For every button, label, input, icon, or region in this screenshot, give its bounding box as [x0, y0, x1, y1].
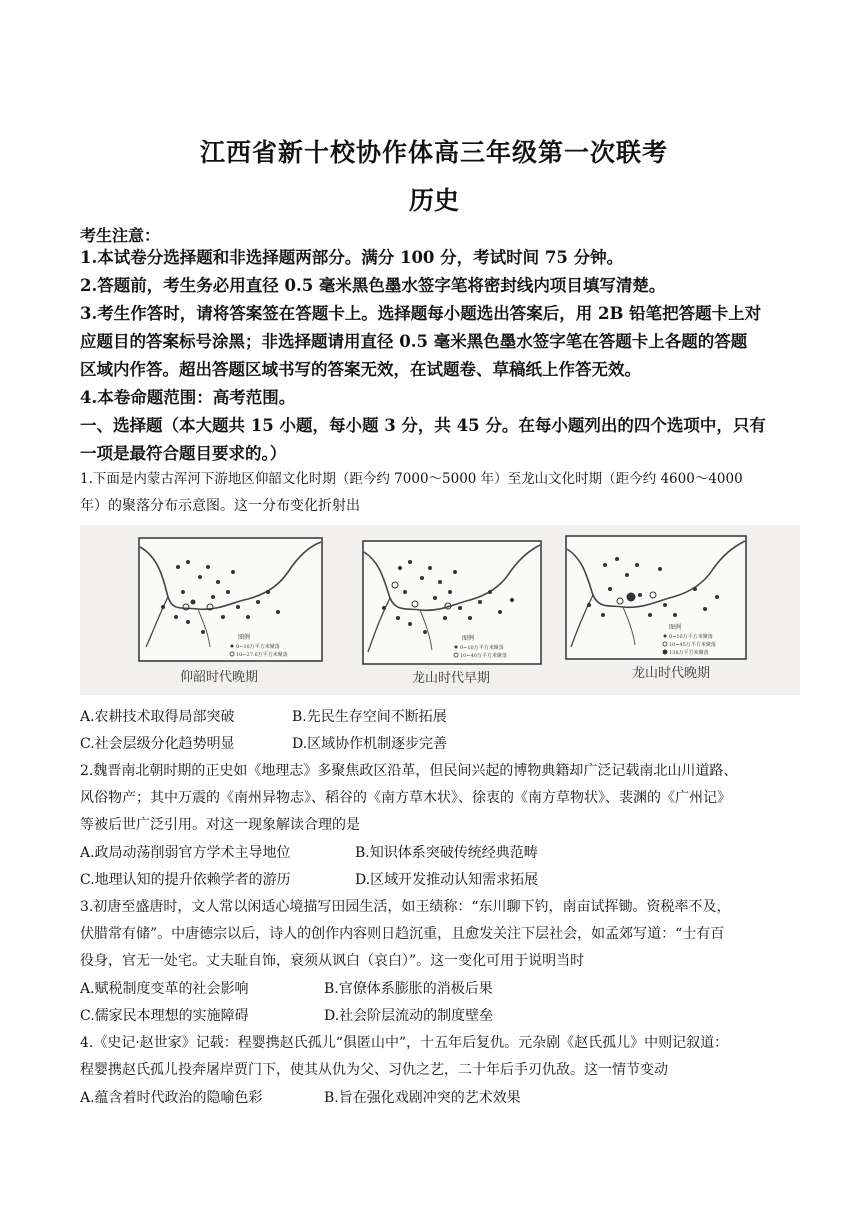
notice-item-3-cont: 应题目的答案标号涂黑；非选择题请用直径 0.5 毫米黑色墨水签字笔在答题卡上各题的答题	[80, 332, 748, 351]
q3-option-c[interactable]: C.儒家民本理想的实施障碍	[80, 1008, 249, 1024]
map1-legend-title: 图例	[238, 634, 251, 641]
q2-option-c[interactable]: C.地理认知的提升依赖学者的游历	[80, 872, 291, 888]
notice-heading: 考生注意：	[80, 226, 161, 245]
notice-item-2: 2.答题前，考生务必用直径 0.5 毫米黑色墨水签字笔将密封线内项目填写清楚。	[80, 276, 666, 295]
q1-option-d[interactable]: D.区域协作机制逐步完善	[292, 736, 448, 752]
q1-stem-line2: 年）的聚落分布示意图。这一分布变化折射出	[80, 498, 360, 514]
map3-legend-1: 0~10万平方米聚落	[669, 634, 713, 640]
map1-legend-1: 0~10万平方米聚落	[236, 644, 280, 650]
q2-option-d[interactable]: D.区域开发推动认知需求拓展	[355, 872, 539, 888]
map1-caption: 仰韶时代晚期	[180, 670, 259, 685]
q1-option-a[interactable]: A.农耕技术取得局部突破	[80, 709, 235, 725]
map-longshan-late	[565, 535, 747, 660]
q4-stem-line2: 程婴携赵氏孤儿投奔屠岸贾门下，使其从仇为父、习仇之艺，二十年后手刃仇敌。这一情节变动	[80, 1062, 668, 1078]
q1-option-c[interactable]: C.社会层级分化趋势明显	[80, 736, 235, 752]
settlement-map-figure	[80, 525, 800, 695]
q2-stem-line3: 等被后世广泛引用。对这一现象解读合理的是	[80, 817, 360, 833]
map-longshan-early	[362, 540, 542, 665]
notice-item-1: 1.本试卷分选择题和非选择题两部分。满分 100 分，考试时间 75 分钟。	[80, 248, 624, 267]
map2-legend-title: 图例	[462, 635, 475, 642]
map2-legend-1: 0~10万平方米聚落	[460, 645, 504, 651]
q3-stem-line1: 3.初唐至盛唐时，文人常以闲适心境描写田园生活，如王绩称：“东川聊下钓，南亩试挥锄。资税率不及，	[80, 899, 731, 915]
map2-caption: 龙山时代早期	[412, 671, 491, 686]
q2-stem-line1: 2.魏晋南北朝时期的正史如《地理志》多聚焦政区沿革，但民间兴起的博物典籍却广泛记载南北山川道路、	[80, 763, 738, 779]
section-heading: 一、选择题（本大题共 15 小题，每小题 3 分，共 45 分。在每小题列出的四个选项中，只有	[80, 416, 766, 435]
q3-stem-line3: 役身，官无一处宅。丈夫耻自饰，衰须从讽白（哀白）”。这一变化可用于说明当时	[80, 953, 585, 969]
map-yangshao-late	[138, 537, 323, 662]
q2-option-b[interactable]: B.知识体系突破传统经典范畴	[355, 845, 538, 861]
q3-option-d[interactable]: D.社会阶层流动的制度壁垒	[324, 1008, 494, 1024]
q2-option-a[interactable]: A.政局动荡削弱官方学术主导地位	[80, 845, 291, 861]
q1-option-b[interactable]: B.先民生存空间不断拓展	[292, 709, 447, 725]
map3-legend-title: 图例	[669, 624, 682, 631]
q4-option-b[interactable]: B.旨在强化戏剧冲突的艺术效果	[324, 1090, 521, 1106]
q2-stem-line2: 风俗物产；其中万震的《南州异物志》、稻谷的《南方草木状》、徐衷的《南方草物状》、裴渊的《广州记》	[80, 790, 731, 806]
q3-stem-line2: 伏腊常有储”。中唐德宗以后，诗人的创作内容则日趋沉重，且愈发关注下层社会，如孟郊写道：“士有百	[80, 926, 725, 942]
q3-option-b[interactable]: B.官僚体系膨胀的消极后果	[324, 981, 493, 997]
q4-stem-line1: 4.《史记·赵世家》记载：程婴携赵氏孤儿“俱匿山中”，十五年后复仇。元杂剧《赵氏孤儿》中则记叙道：	[80, 1035, 729, 1051]
exam-title: 江西省新十校协作体高三年级第一次联考	[199, 138, 668, 167]
map3-caption: 龙山时代晚期	[632, 666, 711, 681]
map3-legend-3: 138万平方米聚落	[669, 650, 709, 656]
notice-item-3-cont2: 区域内作答。超出答题区域书写的答案无效，在试题卷、草稿纸上作答无效。	[80, 360, 641, 379]
notice-item-3: 3.考生作答时，请将答案签在答题卡上。选择题每小题选出答案后，用 2B 铅笔把答题卡上对	[80, 304, 762, 323]
map1-legend-2: 10~27.6万平方米聚落	[236, 652, 288, 658]
subject-title: 历史	[408, 186, 459, 215]
q3-option-a[interactable]: A.赋税制度变革的社会影响	[80, 981, 249, 997]
map2-legend-2: 10~40万平方米聚落	[460, 653, 507, 659]
q4-option-a[interactable]: A.蕴含着时代政治的隐喻色彩	[80, 1090, 263, 1106]
q1-stem-line1: 1.下面是内蒙古浑河下游地区仰韶文化时期（距今约 7000～5000 年）至龙山文化时期（距今约 4600～4000	[80, 471, 743, 487]
map3-legend-2: 10~45万平方米聚落	[669, 642, 716, 648]
section-heading-cont: 一项是最符合题目要求的。）	[80, 444, 287, 463]
notice-item-4: 4.本卷命题范围：高考范围。	[80, 388, 296, 407]
